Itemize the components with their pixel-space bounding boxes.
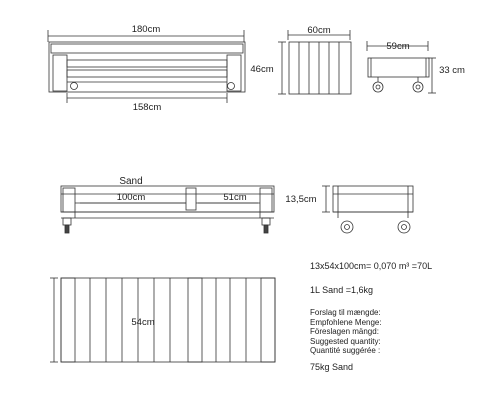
suggested-da: Forslag til mængde: xyxy=(310,308,381,317)
density-note: 1L Sand =1,6kg xyxy=(310,285,373,295)
result-note: 75kg Sand xyxy=(310,362,354,372)
volume-note: 13x54x100cm= 0,070 m³ =70L xyxy=(310,261,433,271)
front-view xyxy=(278,30,351,94)
dim-cart-height: 33 cm xyxy=(439,65,465,76)
suggested-en: Suggested quantity: xyxy=(310,336,381,346)
dim-section-left: 100cm xyxy=(116,192,146,203)
sand-label: Sand xyxy=(119,176,143,187)
dim-cart-width: 59cm xyxy=(386,41,410,52)
dim-top-height: 46cm xyxy=(250,64,274,75)
cart-section-view xyxy=(322,186,413,233)
dim-top-length: 180cm xyxy=(131,24,161,35)
suggested-sv: Föreslagen mängd: xyxy=(310,327,379,337)
plan-view xyxy=(50,278,275,362)
suggested-de: Empfohlene Menge: xyxy=(310,317,382,327)
dim-plan-width: 54cm xyxy=(131,317,155,328)
suggested-quantity-list xyxy=(310,308,382,356)
side-elevation xyxy=(48,30,245,103)
dim-sand-depth: 13,5cm xyxy=(285,194,317,205)
dim-inner-length: 158cm xyxy=(132,102,162,113)
suggested-fr: Quantité suggérée : xyxy=(310,346,381,356)
dim-top-depth: 60cm xyxy=(307,25,331,36)
dim-section-right: 51cm xyxy=(223,192,247,203)
